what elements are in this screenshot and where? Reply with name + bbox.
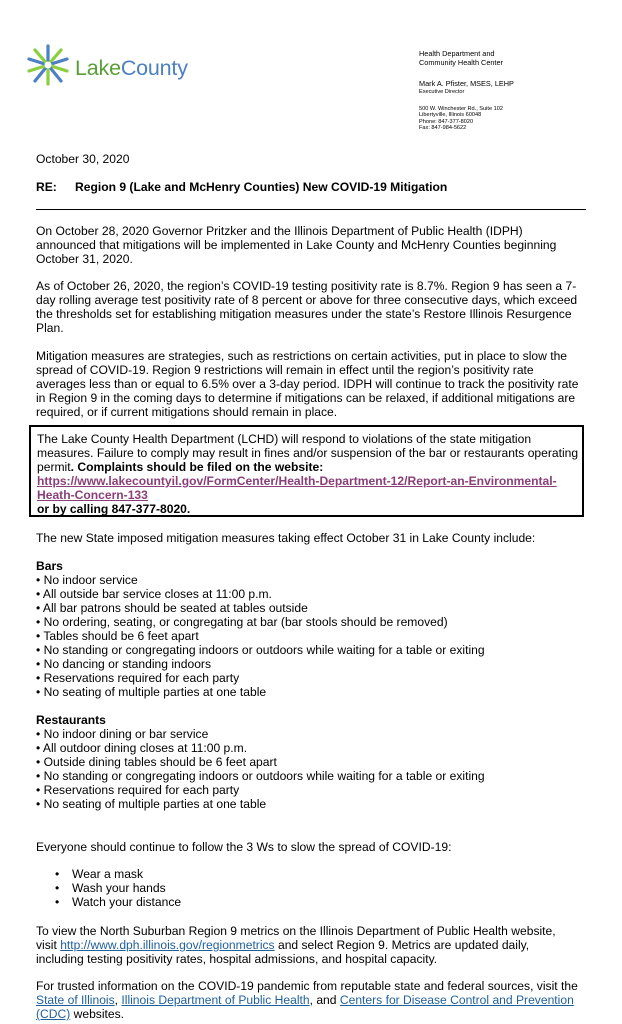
re-subject: Region 9 (Lake and McHenry Counties) New COVID-19 Mitigation [75, 180, 448, 194]
divider [36, 209, 586, 210]
text-line: announced that mitigations will be implemented in Lake County and McHenry Counties beginning [36, 238, 557, 252]
list-item: • No dancing or standing indoors [36, 657, 211, 671]
dept-line-2: Community Health Center [419, 57, 503, 67]
list-item: • All outdoor dining closes at 11:00 p.m. [36, 741, 248, 755]
list-item: • No standing or congregating indoors or outdoors while waiting for a table or exiting [36, 643, 485, 657]
director-title: Executive Director [419, 88, 465, 95]
text-line [36, 1007, 592, 1021]
paragraph-trusted-sources [36, 979, 592, 1021]
list-item: • Reservations required for each party [36, 783, 240, 797]
text-line: averages less than or equal to 6.5% over a 3-day period. IDPH will continue to track the positivity rate [36, 377, 579, 391]
list-item-text: Wear a mask [72, 867, 144, 881]
bullet-icon: • [55, 895, 60, 909]
text-span: , and [309, 993, 340, 1007]
state-of-illinois-link[interactable]: State of Illinois [36, 993, 115, 1007]
notice-complaints: . Complaints should be filed on the website: [70, 460, 324, 474]
text-line [36, 938, 592, 952]
address-line-2: Libertyville, Illinois 60048 [419, 112, 482, 119]
starburst-logo-icon [26, 43, 70, 87]
text-span: and select Region 9. Metrics are updated daily, [274, 938, 530, 952]
text-line: the thresholds set for establishing mitigation measures under the state’s Restore Illinois Resurgence [36, 307, 572, 321]
list-item: • No seating of multiple parties at one table [36, 685, 267, 699]
list-item [55, 881, 181, 895]
text-line: For trusted information on the COVID-19 pandemic from reputable state and federal sources, visit the [36, 979, 578, 993]
lake-county-logo [26, 43, 196, 89]
text-line: spread of COVID-19. Region 9 restrictions will remain in effect until the region’s positivity rate [36, 363, 534, 377]
logo-lake: Lake [75, 56, 121, 80]
text-span: websites. [70, 1007, 125, 1021]
list-item: • No ordering, seating, or congregating at bar (bar stools should be removed) [36, 615, 448, 629]
complaint-link-cont[interactable] [37, 488, 582, 502]
notice-line: measures. Failure to comply may result in fines and/or suspension of the bar or restaurants operating [37, 446, 579, 460]
text-line: Plan. [36, 321, 64, 335]
measures-intro: The new State imposed mitigation measures taking effect October 31 in Lake County include: [36, 531, 536, 545]
cdc-link-cont[interactable]: (CDC) [36, 1007, 71, 1021]
text-line: As of October 26, 2020, the region’s COVID-19 testing positivity rate is 8.7%. Region 9 has seen a 7- [36, 279, 577, 293]
text-line: On October 28, 2020 Governor Pritzker and the Illinois Department of Public Health (IDPH) [36, 224, 523, 238]
complaint-link-part-1[interactable]: https://www.lakecountyil.gov/FormCenter/Health-Department-12/Report-an-Environmental- [37, 474, 557, 488]
logo-wordmark [75, 56, 188, 80]
complaint-link[interactable] [37, 474, 582, 488]
notice-permit: permit [37, 460, 71, 474]
text-line: including testing positivity rates, hospital admissions, and hospital capacity. [36, 952, 438, 966]
paragraph-announcement [36, 224, 592, 266]
notice-line [37, 460, 582, 474]
list-item: • No indoor service [36, 573, 138, 587]
text-span: , [114, 993, 122, 1007]
letter-date: October 30, 2020 [36, 152, 130, 166]
bars-heading: Bars [36, 559, 63, 573]
letterhead-contact [419, 50, 609, 131]
list-item: • Outside dining tables should be 6 feet apart [36, 755, 277, 769]
re-label: RE: [36, 180, 57, 194]
list-item: • All outside bar service closes at 11:00 p.m. [36, 587, 272, 601]
list-item: • Reservations required for each party [36, 671, 240, 685]
list-item: • All bar patrons should be seated at tables outside [36, 601, 308, 615]
dept-line-1: Health Department and [419, 49, 495, 58]
list-item: • No seating of multiple parties at one table [36, 797, 267, 811]
list-item-text: Wash your hands [72, 881, 166, 895]
re-line [36, 180, 592, 194]
three-ws-list [55, 867, 181, 909]
paragraph-mitigation [36, 349, 592, 419]
text-span: visit [36, 938, 61, 952]
idph-link[interactable]: Illinois Department of Public Health [121, 993, 310, 1007]
paragraph-positivity [36, 279, 592, 335]
text-line [36, 993, 592, 1007]
list-item [55, 895, 181, 909]
text-line: October 31, 2020. [36, 252, 133, 266]
text-line: required, or if current mitigations should remain in place. [36, 405, 338, 419]
three-ws-intro: Everyone should continue to follow the 3 Ws to slow the spread of COVID-19: [36, 840, 452, 854]
notice-line: The Lake County Health Department (LCHD) will respond to violations of the state mitigation [37, 432, 532, 446]
address-line-1: 500 W. Winchester Rd., Suite 102 [419, 106, 503, 113]
list-item [55, 867, 181, 881]
bars-section [36, 559, 592, 699]
complaint-link-part-2[interactable]: Heath-Concern-133 [37, 488, 148, 502]
logo-county: County [120, 56, 188, 80]
restaurants-heading: Restaurants [36, 713, 106, 727]
phone-line: Phone: 847-377-8020 [419, 118, 474, 125]
fax-line: Fax: 847-984-5622 [419, 124, 467, 131]
director-name: Mark A. Pfister, MSES, LEHP [419, 79, 514, 89]
bullet-icon: • [55, 881, 60, 895]
text-line: Mitigation measures are strategies, such as restrictions on certain activities, put in place to slow the [36, 349, 568, 363]
text-line: in Region 9 in the coming days to determine if mitigations can be relaxed, if additional mitigations are [36, 391, 576, 405]
paragraph-metrics [36, 924, 592, 966]
list-item-text: Watch your distance [72, 895, 182, 909]
restaurants-section [36, 713, 592, 811]
notice-phone: or by calling 847-377-8020. [37, 502, 191, 516]
complaint-notice-box [29, 425, 584, 517]
bullet-icon: • [55, 867, 60, 881]
cdc-link[interactable]: Centers for Disease Control and Prevention [339, 993, 574, 1007]
list-item: • No standing or congregating indoors or outdoors while waiting for a table or exiting [36, 769, 485, 783]
text-line: To view the North Suburban Region 9 metrics on the Illinois Department of Public Health website, [36, 924, 556, 938]
list-item: • Tables should be 6 feet apart [36, 629, 199, 643]
list-item: • No indoor dining or bar service [36, 727, 209, 741]
region-metrics-link[interactable]: http://www.dph.illinois.gov/regionmetrics [60, 938, 275, 952]
text-line: day rolling average test positivity rate of 8 percent or above for three consecutive days, which exceed [36, 293, 578, 307]
